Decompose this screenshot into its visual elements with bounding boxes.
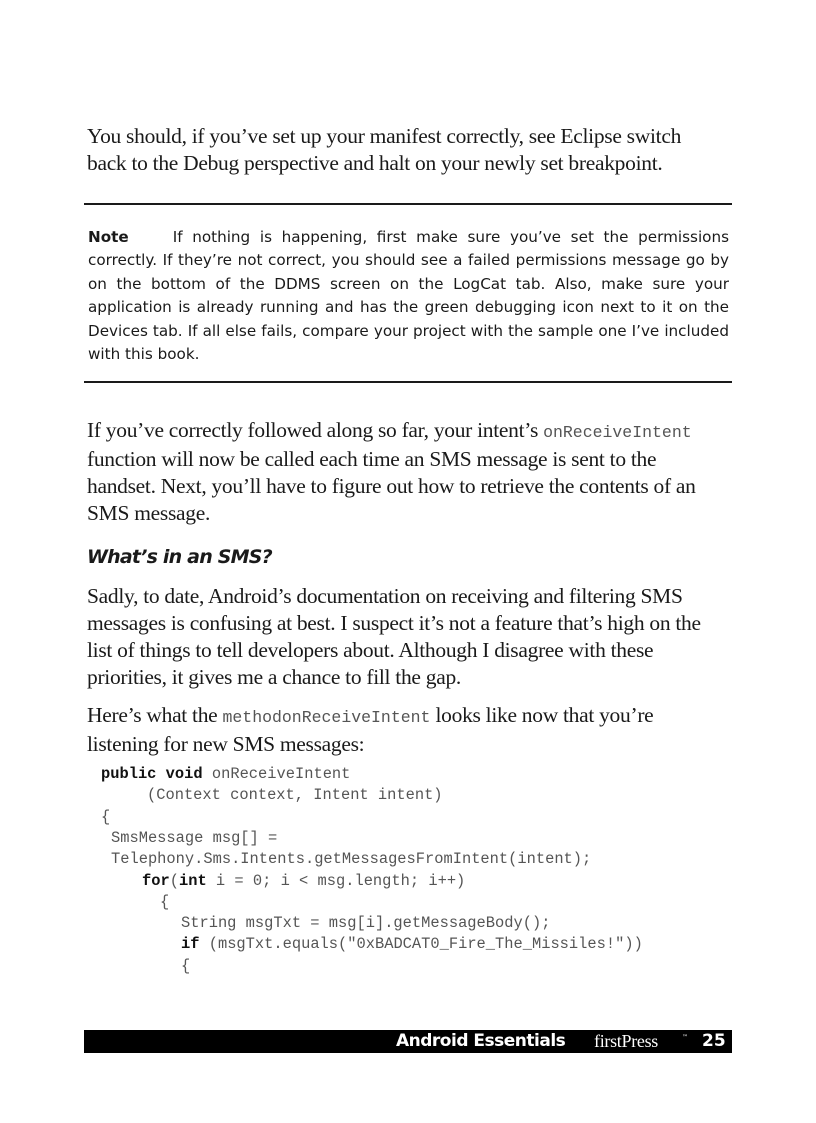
note-text: If nothing is happening, first make sure you’ve set the permissions correctly. If they’re not correct, you should see a failed permissions message go by on the bottom of the DDMS screen on the LogCat tab. Also, make sure your application is already running and has the green debugging icon next to it on the Devices tab. If all else fails, compare your project with the sample one I’ve included with this book. (88, 228, 729, 364)
para2-line-2: function will now be called each time an SMS message is sent to the (87, 447, 657, 471)
intro-line-1: You should, if you’ve set up your manifest correctly, see Eclipse switch (87, 124, 682, 148)
intro-paragraph (87, 123, 737, 177)
code-line-3: { (101, 807, 111, 826)
code-keyword-void: void (165, 765, 203, 783)
code-keyword-for: for (142, 871, 170, 890)
para3-line-4: priorities, it gives me a chance to fill the gap. (87, 665, 461, 689)
code-paren: ( (169, 871, 179, 890)
code-line-7: { (160, 892, 170, 911)
para3-line-3: list of things to tell developers about. Although I disagree with these (87, 638, 654, 662)
inline-code-onReceiveIntent: onReceiveIntent (543, 423, 692, 442)
code-line-1 (101, 764, 350, 785)
para3-line-1: Sadly, to date, Android’s documentation on receiving and filtering SMS (87, 584, 683, 608)
para2-line-4: SMS message. (87, 501, 211, 525)
note-label: Note (88, 228, 129, 246)
code-line-6 (142, 871, 465, 892)
code-line-5: Telephony.Sms.Intents.getMessagesFromIntent(intent); (111, 850, 592, 869)
para2-line-3: handset. Next, you’ll have to figure out how to retrieve the contents of an (87, 474, 696, 498)
footer-book-title: Android Essentials (396, 1031, 566, 1051)
para4-line-2: listening for new SMS messages: (87, 732, 365, 756)
note-top-rule (84, 203, 732, 205)
code-line-4: SmsMessage msg[] = (111, 828, 278, 847)
para4-text-a: Here’s what the (87, 703, 223, 727)
code-if-condition: (msgTxt.equals("0xBADCAT0_Fire_The_Missiles!")) (199, 935, 643, 954)
method-intro-paragraph (87, 702, 737, 758)
footer-trademark-mark: ™ (682, 1034, 688, 1041)
code-keyword-if: if (181, 935, 200, 954)
code-line-10: { (181, 956, 191, 975)
footer-page-number: 25 (702, 1031, 726, 1051)
followed-along-paragraph (87, 417, 737, 527)
para4-text-b: looks like now that you’re (430, 703, 654, 727)
note-box (88, 226, 729, 366)
code-loop-condition: i = 0; i < msg.length; i++) (206, 871, 466, 890)
code-keyword-int: int (178, 871, 207, 890)
code-method-name: onReceiveIntent (202, 765, 351, 783)
code-keyword-public: public (101, 765, 157, 783)
inline-code-methodonReceiveIntent: methodonReceiveIntent (222, 708, 431, 727)
note-bottom-rule (84, 381, 732, 383)
para3-line-2: messages is confusing at best. I suspect it’s not a feature that’s high on the (87, 611, 701, 635)
intro-line-2: back to the Debug perspective and halt on your newly set breakpoint. (87, 151, 663, 175)
code-line-2: (Context context, Intent intent) (147, 786, 443, 805)
footer-publisher-logo: firstPress (594, 1031, 658, 1051)
section-heading: What’s in an SMS? (87, 546, 272, 568)
code-line-8: String msgTxt = msg[i].getMessageBody(); (181, 914, 551, 933)
code-line-9 (181, 934, 643, 955)
para2-line-1-text: If you’ve correctly followed along so far, your intent’s (87, 418, 544, 442)
documentation-paragraph (87, 583, 737, 691)
